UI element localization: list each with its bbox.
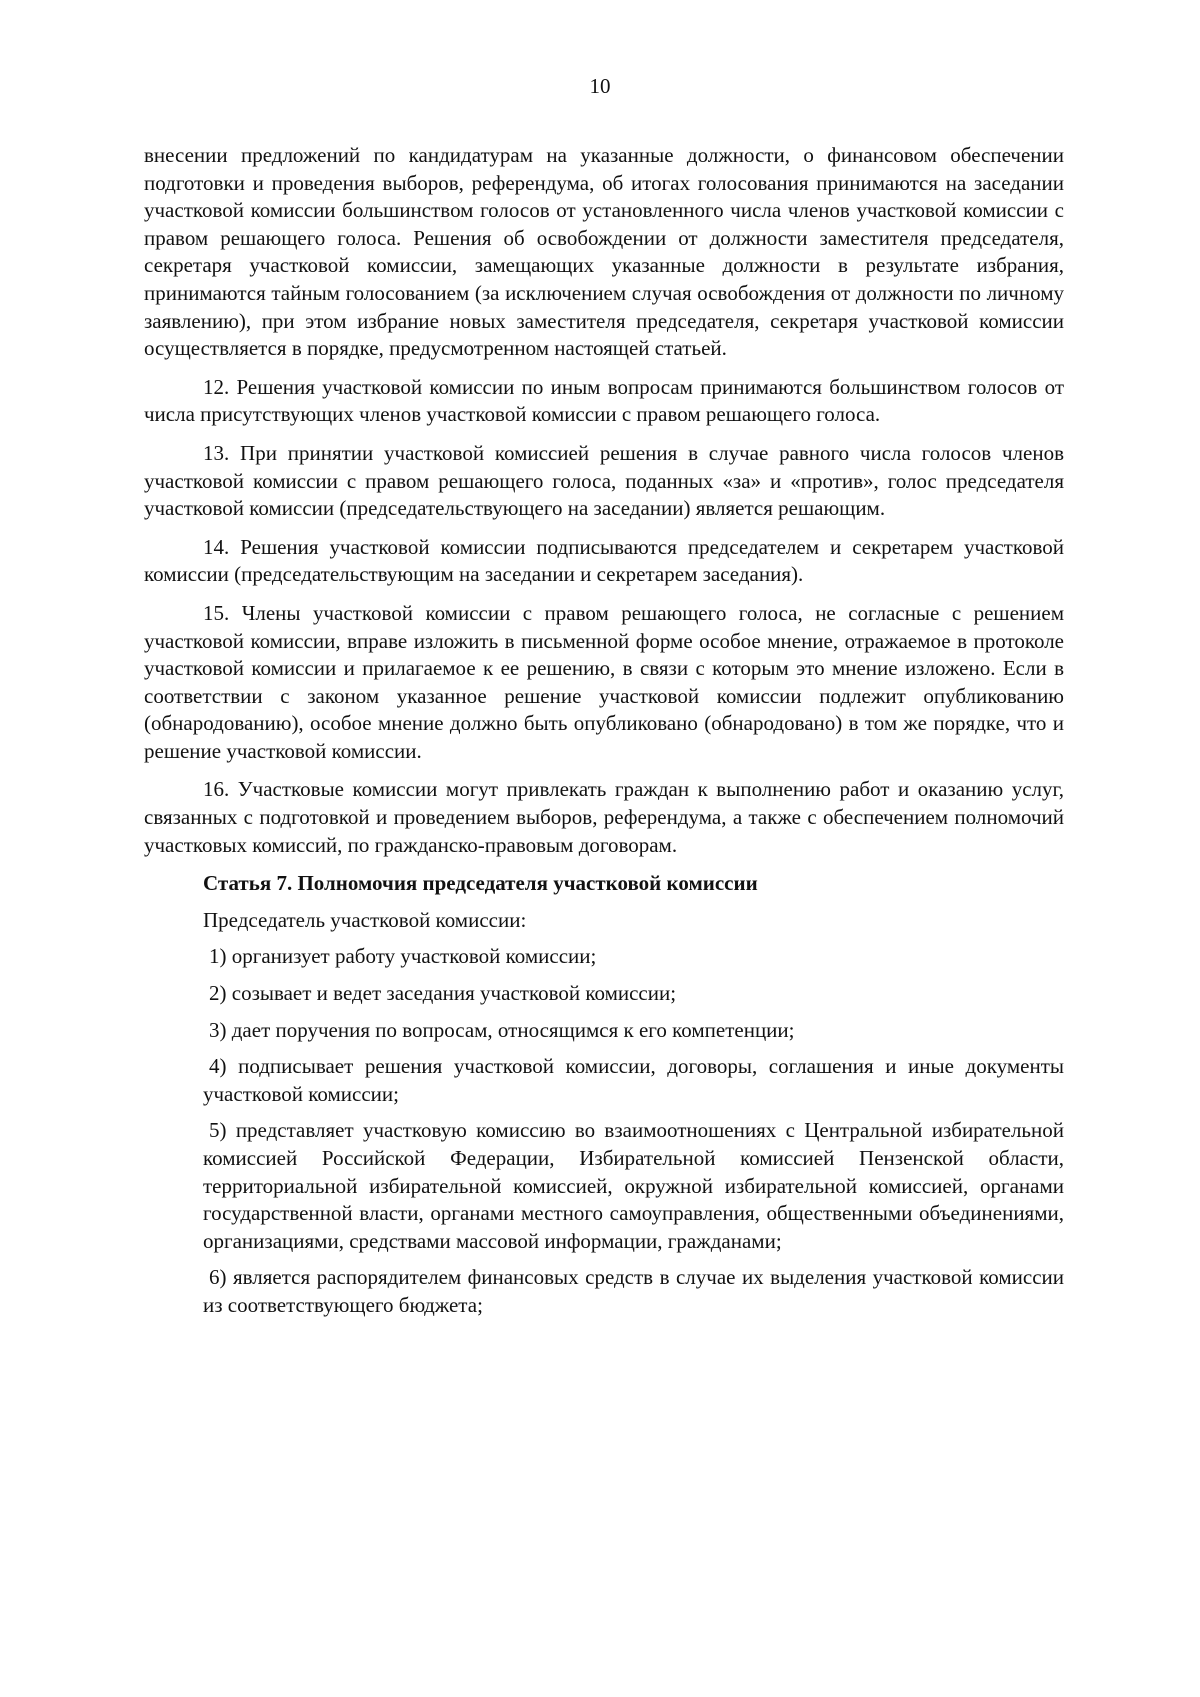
document-body [144,142,1064,1329]
article-7-section [144,870,1064,1319]
list-item-1: 1) организует работу участковой комиссии; [209,944,597,969]
list-item-2: 2) созывает и ведет заседания участковой комиссии; [209,981,677,1006]
paragraph-13: 13. При принятии участковой комиссией решения в случае равного числа голосов членов участковой комиссии с правом решающего голоса, поданных «за» и «против», голос председателя участковой комиссии (председательствующего на заседании) является решающим. [144,440,1064,521]
paragraph-15: 15. Члены участковой комиссии с правом решающего голоса, не согласные с решением участковой комиссии, вправе изложить в письменной форме особое мнение, отражаемое в протоколе участковой комиссии и прилагаемое к ее решению, в связи с которым это мнение изложено. Если в соответствии с законом указанное решение участковой комиссии подлежит опубликованию (обнародованию), особое мнение должно быть опубликовано (обнародовано) в том же порядке, что и решение участковой комиссии. [144,600,1064,763]
page-number: 10 [589,74,611,98]
list-item-3: 3) дает поручения по вопросам, относящимся к его компетенции; [209,1017,795,1042]
article-heading: Статья 7. Полномочия председателя участковой комиссии [203,871,758,896]
paragraph-16: 16. Участковые комиссии могут привлекать граждан к выполнению работ и оказанию услуг, связанных с подготовкой и проведением выборов, референдума, а также с обеспечением полномочий участковых комиссий, по гражданско-правовым договорам. [144,777,1064,857]
article-lead: Председатель участковой комиссии: [203,907,527,932]
list-item-6: 6) является распорядителем финансовых средств в случае их выделения участковой комиссии из соответствующего бюджета; [203,1265,1064,1317]
paragraph-12: 12. Решения участковой комиссии по иным вопросам принимаются большинством голосов от числа присутствующих членов участковой комиссии с правом решающего голоса. [144,374,1064,427]
list-item-4: 4) подписывает решения участковой комиссии, договоры, соглашения и иные документы участковой комиссии; [203,1054,1064,1106]
paragraph-continuation: внесении предложений по кандидатурам на указанные должности, о финансовом обеспечении подготовки и проведения выборов, референдума, об итогах голосования принимаются на заседании участковой комиссии большинством голосов от установленного числа членов участковой комиссии с правом решающего голоса. Решения об освобождении от должности заместителя председателя, секретаря участковой комиссии, замещающих указанные должности в результате избрания, принимаются тайным голосованием (за исключением случая освобождения от должности по личному заявлению), при этом избрание новых заместителя председателя, секретаря участковой комиссии осуществляется в порядке, предусмотренном настоящей статьей. [144,143,1064,361]
paragraph-14: 14. Решения участковой комиссии подписываются председателем и секретарем участковой комиссии (председательствующим на заседании и секретарем заседания). [144,534,1064,587]
list-item-5: 5) представляет участковую комиссию во взаимоотношениях с Центральной избирательной комиссией Российской Федерации, Избирательной комиссией Пензенской области, территориальной избирательной комиссией, окружной избирательной комиссией, органами государственной власти, органами местного самоуправления, общественными объединениями, организациями, средствами массовой информации, гражданами; [203,1118,1064,1253]
